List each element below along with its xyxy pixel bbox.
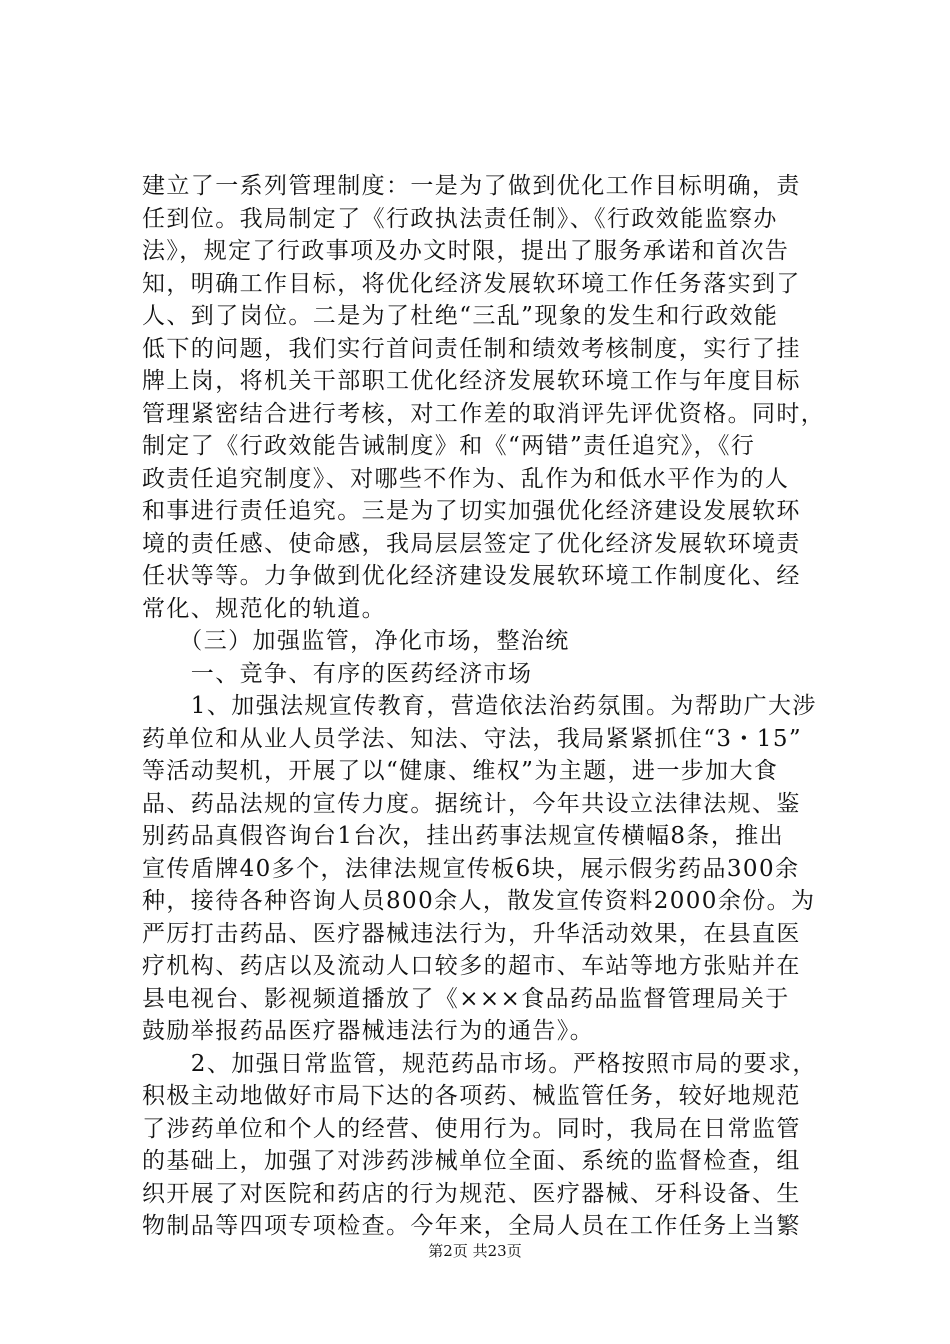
text-line: 药单位和从业人员学法、知法、守法，我局紧紧抓住“3・15” [142, 725, 803, 752]
text-line: 任到位。我局制定了《行政执法责任制》、《行政效能监察办 [142, 205, 778, 232]
text-line: 织开展了对医院和药店的行为规范、医疗器械、牙科设备、生 [142, 1180, 801, 1207]
text-line: 建立了一系列管理制度：一是为了做到优化工作目标明确，责 [142, 173, 801, 199]
text-line: 任状等等。力争做到优化经济建设发展软环境工作制度化、经 [142, 563, 801, 589]
text-line: 积极主动地做好市局下达的各项药、械监管任务，较好地规范 [142, 1083, 801, 1109]
text-line: 和事进行责任追究。三是为了切实加强优化经济建设发展软环 [142, 498, 801, 524]
text-line: 鼓励举报药品医疗器械违法行为的通告》。 [142, 1018, 595, 1044]
body-text [142, 170, 842, 1243]
text-line: 别药品真假咨询台1台次，挂出药事法规宣传横幅8条，推出 [142, 823, 785, 849]
text-line: 等活动契机，开展了以“健康、维权”为主题，进一步加大食 [142, 758, 779, 784]
text-line: 1、加强法规宣传教育，营造依法治药氛围。为帮助广大涉 [142, 693, 817, 719]
text-line: 一、竞争、有序的医药经济市场 [142, 660, 533, 687]
text-line: 制定了《行政效能告诫制度》和《“两错”责任追究》，《行 [142, 433, 756, 459]
text-line: 了涉药单位和个人的经营、使用行为。同时，我局在日常监管 [142, 1115, 801, 1142]
text-line: 政责任追究制度》、对哪些不作为、乱作为和低水平作为的人 [142, 465, 790, 492]
text-line: 种，接待各种咨询人员800余人，散发宣传资料2000余份。为 [142, 888, 816, 914]
text-line: 管理紧密结合进行考核，对工作差的取消评先评优资格。同时， [142, 400, 826, 427]
text-line: 低下的问题，我们实行首问责任制和绩效考核制度，实行了挂 [142, 335, 801, 362]
text-line: 县电视台、影视频道播放了《×××食品药品监督管理局关于 [142, 985, 790, 1012]
text-line: 严厉打击药品、医疗器械违法行为，升华活动效果，在县直医 [142, 920, 801, 947]
text-line: 牌上岗，将机关干部职工优化经济发展软环境工作与年度目标 [142, 368, 801, 394]
text-line: （三）加强监管，净化市场，整治统 [142, 628, 570, 654]
text-line: 知，明确工作目标，将优化经济发展软环境工作任务落实到了 [142, 270, 801, 297]
page-number-footer: 第2页 共23页 [428, 1242, 522, 1260]
text-line: 境的责任感、使命感，我局层层签定了优化经济发展软环境责 [142, 530, 801, 557]
text-line: 品、药品法规的宣传力度。据统计，今年共设立法律法规、鉴 [142, 790, 801, 817]
text-line: 疗机构、药店以及流动人口较多的超市、车站等地方张贴并在 [142, 953, 801, 979]
text-line: 物制品等四项专项检查。今年来，全局人员在工作任务上当繁 [142, 1213, 801, 1239]
text-line: 2、加强日常监管，规范药品市场。严格按照市局的要求， [142, 1050, 817, 1077]
text-line: 常化、规范化的轨道。 [142, 595, 386, 622]
text-line: 法》，规定了行政事项及办文时限，提出了服务承诺和首次告 [142, 238, 790, 264]
text-line: 的基础上，加强了对涉药涉械单位全面、系统的监督检查，组 [142, 1148, 801, 1174]
text-line: 人、到了岗位。二是为了杜绝“三乱”现象的发生和行政效能 [142, 303, 779, 329]
text-line: 宣传盾牌40多个，法律法规宣传板6块，展示假劣药品300余 [142, 855, 800, 882]
